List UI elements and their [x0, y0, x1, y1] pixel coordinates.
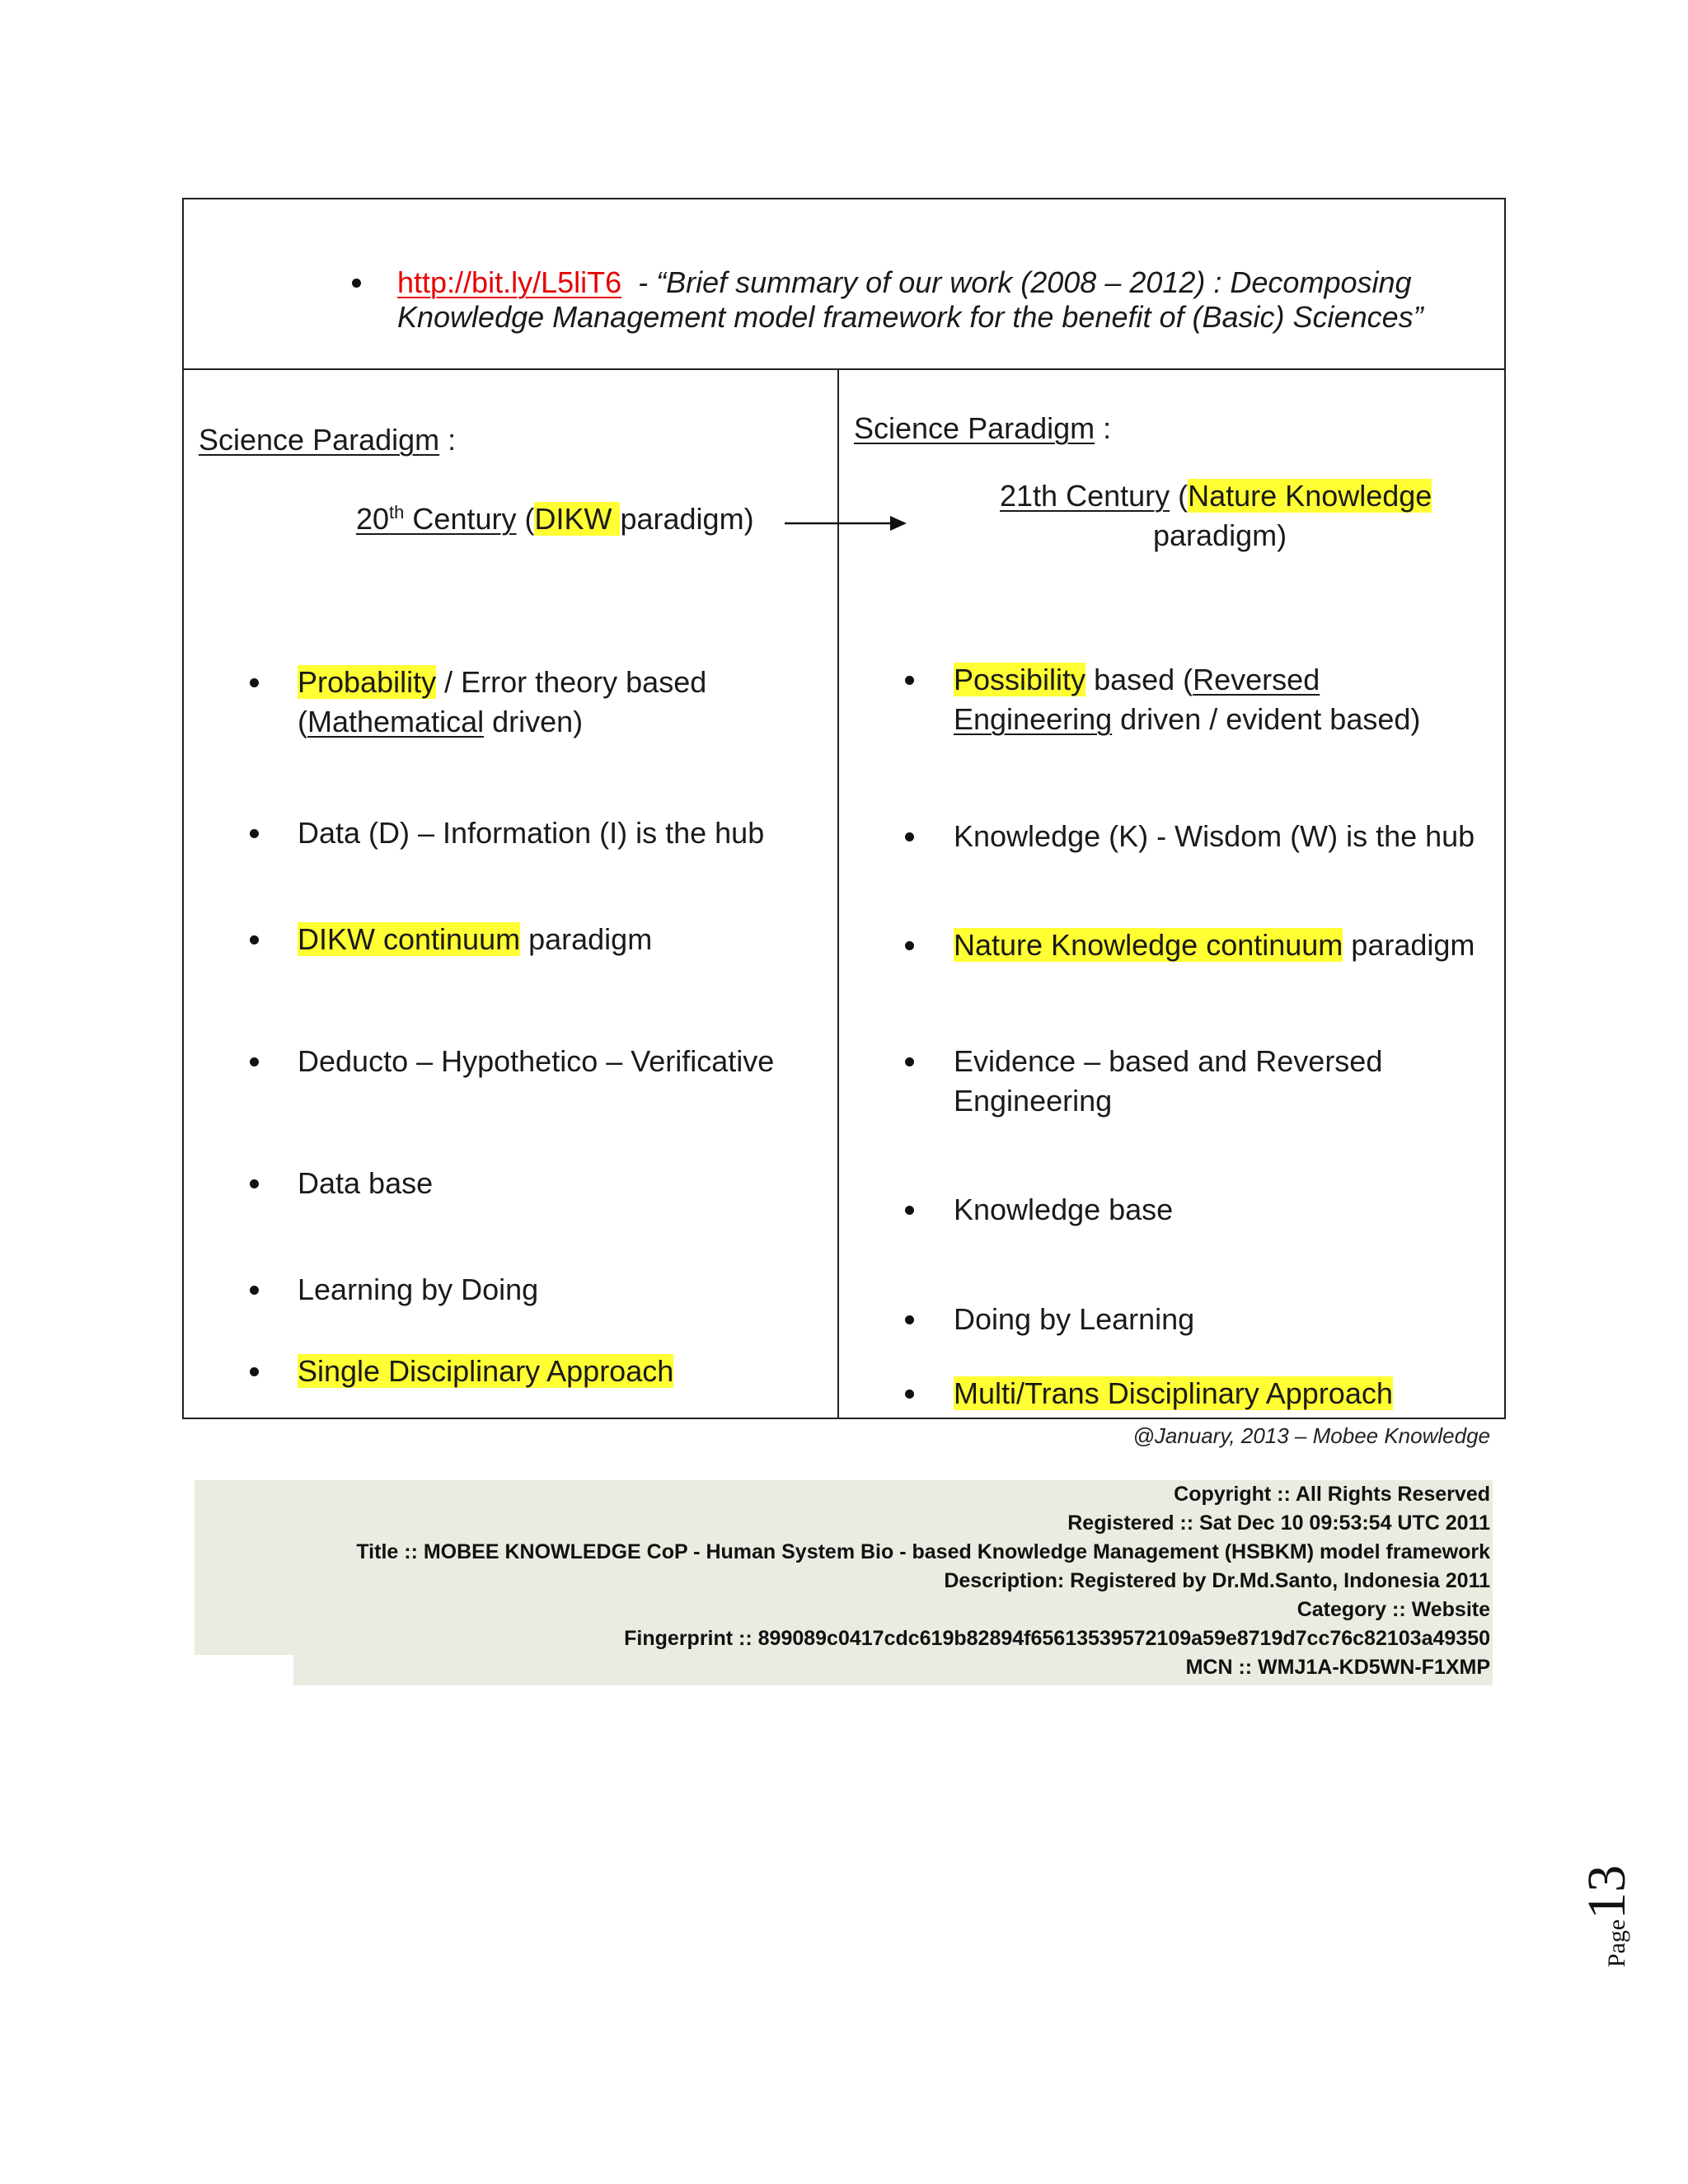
bullet [250, 1367, 259, 1376]
meta-category: Category :: Website [1296, 1598, 1490, 1621]
header-line-2: Knowledge Management model framework for the benefit of (Basic) Sciences” [397, 300, 1423, 334]
header-divider [182, 368, 1506, 370]
left-item-probability: Probability / Error theory based [298, 665, 707, 699]
bullet [905, 676, 914, 685]
meta-copyright: Copyright :: All Rights Reserved [1174, 1483, 1490, 1506]
left-item-single-disciplinary: Single Disciplinary Approach [298, 1354, 674, 1388]
left-item-dikw-continuum: DIKW continuum paradigm [298, 922, 653, 956]
right-item-doing: Doing by Learning [954, 1302, 1195, 1336]
bullet [905, 1315, 914, 1324]
right-item-possibility-line2: Engineering driven / evident based) [954, 702, 1421, 736]
left-item-probability-line2: (Mathematical driven) [298, 705, 584, 738]
meta-registered: Registered :: Sat Dec 10 09:53:54 UTC 2011 [1067, 1511, 1490, 1535]
arrow-right-icon [785, 513, 908, 534]
credit-line: @January, 2013 – Mobee Knowledge [1132, 1423, 1490, 1448]
summary-title-part1: - “Brief summary of our work (2008 – 2012) : Decomposing [638, 265, 1412, 299]
bullet [250, 829, 259, 838]
bullet [250, 935, 259, 944]
meta-title: Title :: MOBEE KNOWLEDGE CoP - Human System Bio - based Knowledge Management (HSBKM) model framework [356, 1540, 1490, 1563]
meta-description: Description: Registered by Dr.Md.Santo, Indonesia 2011 [944, 1569, 1490, 1592]
page-number-value: 13 [1577, 1864, 1637, 1919]
right-century-line-2: paradigm) [1153, 518, 1287, 552]
page-number [1525, 1834, 1688, 1999]
right-item-nature-continuum: Nature Knowledge continuum paradigm [954, 928, 1475, 962]
right-heading: Science Paradigm : [854, 411, 1112, 445]
left-item-deducto: Deducto – Hypothetico – Verificative [298, 1044, 775, 1078]
bullet [905, 941, 914, 950]
right-item-knowledge-base: Knowledge base [954, 1193, 1174, 1226]
right-century-line: 21th Century (Nature Knowledge [1000, 479, 1432, 513]
left-item-learning: Learning by Doing [298, 1272, 539, 1306]
left-item-data-information: Data (D) – Information (I) is the hub [298, 816, 765, 850]
right-item-multi-disciplinary: Multi/Trans Disciplinary Approach [954, 1376, 1393, 1410]
right-item-knowledge-wisdom: Knowledge (K) - Wisdom (W) is the hub [954, 819, 1475, 853]
header-line-1 [397, 263, 1412, 302]
right-item-evidence-line2: Engineering [954, 1084, 1113, 1118]
left-century-line: 20th Century (DIKW paradigm) [356, 502, 754, 536]
meta-fingerprint: Fingerprint :: 899089c0417cdc619b82894f65613539572109a59e8719d7cc76c82103a49350 [624, 1627, 1490, 1650]
bullet [352, 279, 361, 288]
bullet [905, 832, 914, 841]
bullet [250, 678, 259, 687]
bullet [250, 1286, 259, 1295]
summary-link[interactable]: http://bit.ly/L5liT6 [397, 265, 622, 299]
meta-mcn: MCN :: WMJ1A-KD5WN-F1XMP [1185, 1656, 1490, 1679]
bullet [250, 1179, 259, 1188]
bullet [905, 1057, 914, 1066]
left-heading: Science Paradigm : [199, 423, 457, 457]
left-item-database: Data base [298, 1166, 434, 1200]
bullet [250, 1057, 259, 1066]
page-label: Page [1603, 1919, 1630, 1968]
right-item-possibility: Possibility based (Reversed [954, 663, 1320, 696]
bullet [905, 1390, 914, 1399]
meta-block [171, 1480, 1490, 1682]
right-item-evidence: Evidence – based and Reversed [954, 1044, 1383, 1078]
comparison-table [182, 198, 1506, 1419]
bullet [905, 1206, 914, 1215]
